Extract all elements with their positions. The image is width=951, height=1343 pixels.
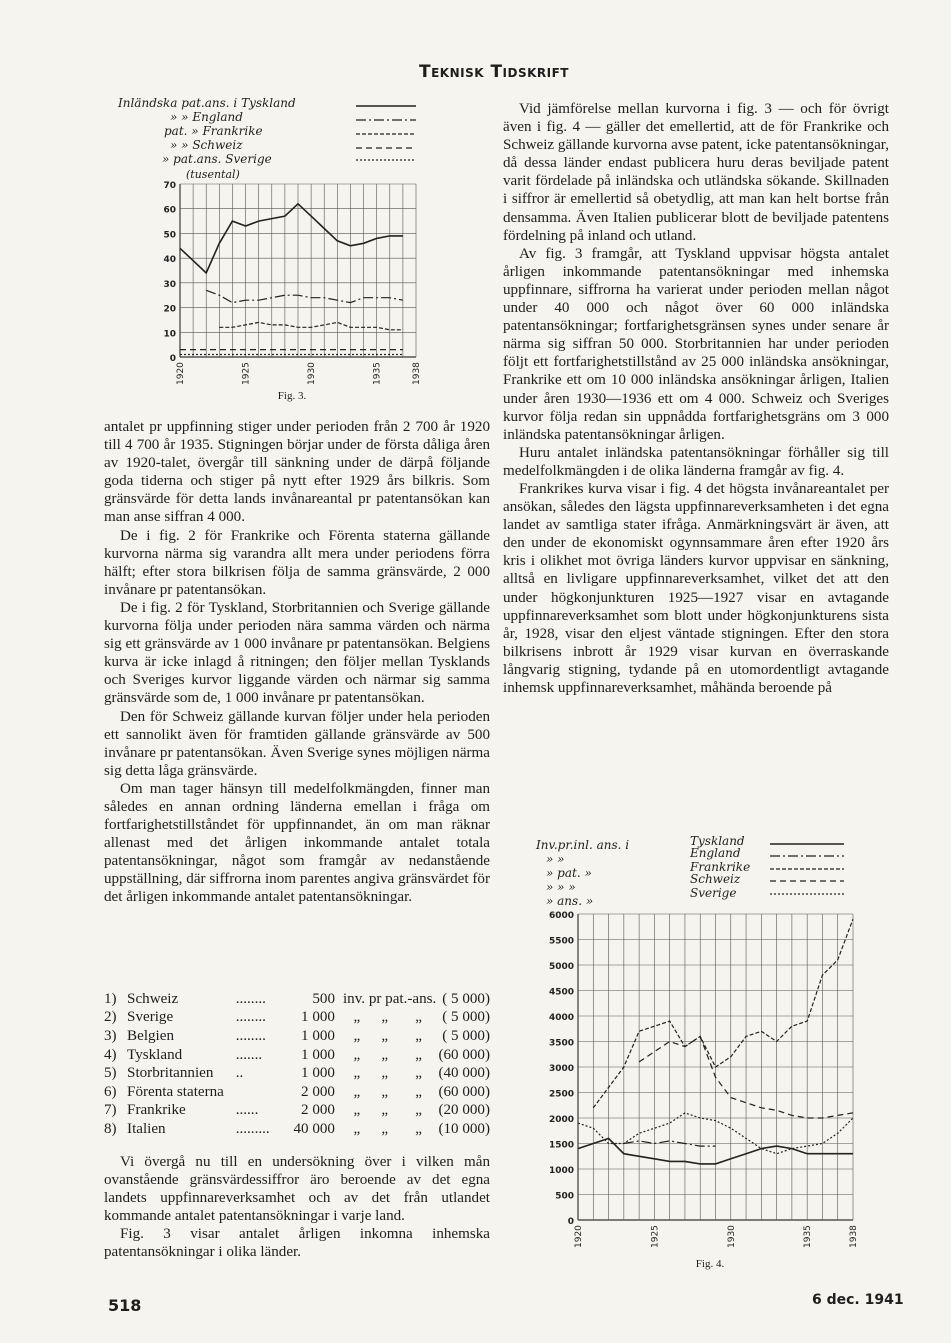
table-cell: Italien <box>127 1120 166 1137</box>
fig3-unit-label: (tusental) <box>186 168 240 181</box>
table-row <box>104 1064 490 1083</box>
table-cell: (20 000) <box>438 1102 490 1119</box>
fig3-legend-line: » pat.ans. Sverige <box>162 152 272 166</box>
figure-4 <box>536 834 866 1274</box>
table-cell: „ <box>381 1046 389 1063</box>
fig3-legend-line: » » England <box>170 110 243 124</box>
table-row <box>104 1120 490 1139</box>
y-tick-label: 70 <box>163 181 176 191</box>
table-cell: ......... <box>235 1120 270 1137</box>
table-cell: „ <box>353 1046 361 1063</box>
table-cell: ( 5 000) <box>442 1027 490 1044</box>
fig4-legend-right: Schweiz <box>690 872 741 886</box>
left-column-bottom <box>104 1153 490 1262</box>
table-cell: (40 000) <box>438 1065 490 1082</box>
fig3-caption: Fig. 3. <box>277 390 307 402</box>
table-row <box>104 1102 490 1121</box>
table-cell: „ <box>353 1120 361 1137</box>
paragraph: Om man tager hänsyn till medelfolkmängden, finner man således en annan ordning länderna emellan i fråga om fortfarighetstillståndet för uppfinnandet, än om man räknar allenast med det årligen inkommande antalet totala patentansökningar, något som framgår av nedanstående uppställning, där siffrorna inom parentes angiva gränsvärdet för det årligen inkommande antalet patentansökningar. <box>104 780 490 906</box>
table-cell: „ <box>381 1120 389 1137</box>
y-tick-label: 60 <box>163 205 176 216</box>
paragraph: Frankrikes kurva visar i fig. 4 det högsta invånareantalet per ansökan, således den lägsta uppfinnareverksamheten i det egna landet av samtliga stater ifråga. Anmärkningsvärt är även, att den under de ekonomiskt ogynnsammare åren efter 1920 års kris i olikhet mot övriga länders kurvor uppvisar en sänkning, alltså en livligare uppfinnareverksamhet, vilket det att den under högkonjunkturen 1925—1927 visar en avtagande uppfinnareverksamhet som blott under högkonjunkturens sista år, 1928, visar den eljest väntade stigningen. Efter den stora bilkrisens inbrott år 1929 visar kurvan en överraskande långvarig stigning, tydande på en utomordentligt avtagande inhemsk uppfinnareverksamhet, måhända beroende på <box>503 480 889 696</box>
table-cell: inv. pr pat.-ans. <box>342 990 437 1007</box>
table-cell: Förenta staterna <box>127 1083 224 1100</box>
x-tick-label: 1938 <box>412 362 422 385</box>
x-tick-label: 1930 <box>307 362 318 385</box>
table-cell: Tyskland <box>127 1046 183 1063</box>
table-cell: „ <box>415 1046 422 1063</box>
table-cell: „ <box>381 1009 389 1026</box>
series-line-frankrike <box>593 919 853 1108</box>
table-cell: „ <box>415 1065 422 1082</box>
y-tick-label: 20 <box>163 304 176 315</box>
y-tick-label: 50 <box>163 230 176 241</box>
table-cell: 7) <box>104 1102 117 1119</box>
table-cell: „ <box>415 1102 422 1119</box>
y-tick-label: 40 <box>163 255 176 266</box>
fig3-legend-keys <box>356 100 420 164</box>
table-cell: „ <box>353 1027 361 1044</box>
x-tick-label: 1935 <box>803 1225 814 1248</box>
table-cell: Schweiz <box>127 990 179 1007</box>
table-cell: 5) <box>104 1065 117 1082</box>
table-row <box>104 1009 490 1028</box>
table-cell: 2) <box>104 1009 117 1026</box>
table-cell: ( 5 000) <box>442 1009 490 1026</box>
fig4-caption: Fig. 4. <box>695 1258 725 1270</box>
series-line-england <box>206 290 403 302</box>
x-tick-label: 1920 <box>176 362 186 385</box>
table-cell: 1 000 <box>301 1027 335 1044</box>
table-cell: „ <box>381 1065 389 1082</box>
page-number: 518 <box>108 1296 142 1315</box>
table-row <box>104 990 490 1009</box>
table-cell: „ <box>415 1027 422 1044</box>
paragraph: Vi övergå nu till en undersökning över i vilken mån ovanstående gränsvärdessiffror äro beroende av det egna landets uppfinnareverksamhet och av det från utlandet kommande antalet patentansökningar i varje land. <box>104 1154 490 1225</box>
y-tick-label: 10 <box>163 329 176 340</box>
left-column <box>104 418 490 907</box>
figure-3 <box>118 96 428 406</box>
table-cell: ........ <box>235 1027 266 1044</box>
table-cell: ....... <box>235 1046 263 1063</box>
fig4-legend-left: » pat. » <box>546 866 592 880</box>
y-tick-label: 6000 <box>548 911 574 921</box>
paragraph: Fig. 3 visar antalet årligen inkomna inhemska patentansökningar i olika länder. <box>104 1226 490 1261</box>
table-cell: Storbritannien <box>127 1065 214 1082</box>
y-tick-label: 1500 <box>548 1140 574 1151</box>
table-cell: ........ <box>235 1009 266 1026</box>
table-row <box>104 1083 490 1102</box>
x-tick-label: 1925 <box>241 362 252 385</box>
y-tick-label: 3000 <box>548 1064 574 1074</box>
fig4-legend-left: Inv.pr.inl. ans. i <box>536 838 630 852</box>
table-cell: 8) <box>104 1120 117 1137</box>
table-cell: 40 000 <box>293 1120 335 1137</box>
table-cell: (60 000) <box>438 1046 490 1063</box>
fig3-legend-line: » » Schweiz <box>170 138 243 152</box>
x-tick-label: 1920 <box>574 1225 584 1248</box>
table-cell: Sverige <box>127 1009 174 1026</box>
fig4-legend-keys <box>768 836 848 900</box>
table-cell: „ <box>353 1009 361 1026</box>
table-cell <box>236 1083 282 1102</box>
fig4-legend-left: » ans. » <box>546 894 594 908</box>
table-cell: 1 000 <box>301 1065 335 1082</box>
y-tick-label: 2000 <box>548 1115 574 1125</box>
issue-date: 6 dec. 1941 <box>812 1292 904 1308</box>
y-tick-label: 2500 <box>548 1089 574 1100</box>
table-cell: „ <box>381 1083 389 1100</box>
y-tick-label: 4000 <box>548 1013 574 1023</box>
table-cell: ( 5 000) <box>442 990 490 1007</box>
table-cell: „ <box>415 1120 422 1137</box>
table-cell: 1 000 <box>301 1046 335 1063</box>
journal-title: Teknisk Tidskrift <box>418 62 569 82</box>
fig3-legend-line: pat. » Frankrike <box>164 124 263 138</box>
x-tick-label: 1938 <box>849 1225 859 1248</box>
table-cell: „ <box>381 1102 389 1119</box>
y-tick-label: 30 <box>163 279 176 290</box>
paragraph: antalet pr uppfinning stiger under perioden från 2 700 år 1920 till 4 700 år 1935. Stigningen börjar under de första dåliga åren av 1920-talet, övergår till sänkning under de därpå följande goda tiderna och stiger på nytt efter 1929 års bilkris. Som gränsvärde för detta lands invånareantal pr patentansökan kan man anse siffran 4 000. <box>104 419 490 526</box>
table-cell: „ <box>353 1083 361 1100</box>
table-cell: (10 000) <box>438 1120 490 1137</box>
fig4-legend-right: England <box>690 846 741 860</box>
table-cell: „ <box>353 1065 361 1082</box>
fig4-legend-right: Sverige <box>690 886 737 900</box>
table-cell: „ <box>415 1009 422 1026</box>
y-tick-label: 5000 <box>548 962 574 972</box>
paragraph: De i fig. 2 för Frankrike och Förenta staterna gällande kurvorna närma sig varandra allt mera under periodens förra hälft; efter stora bilkrisen följa de samma gränsvärde, 2 000 invånare pr patentansökan. <box>104 527 490 598</box>
fig4-legend-left: » » » <box>546 880 576 894</box>
table-cell: 3) <box>104 1027 117 1044</box>
x-tick-label: 1930 <box>726 1225 737 1248</box>
table-cell: Belgien <box>127 1027 174 1044</box>
table-cell: 500 <box>312 990 335 1007</box>
y-tick-label: 3500 <box>548 1038 574 1049</box>
y-tick-label: 0 <box>567 1217 574 1227</box>
fig4-chart <box>536 900 866 1274</box>
table-cell: „ <box>381 1027 389 1044</box>
y-tick-label: 500 <box>555 1191 574 1202</box>
y-tick-label: 1000 <box>548 1166 574 1176</box>
x-tick-label: 1925 <box>650 1225 661 1248</box>
fig3-chart <box>118 176 428 406</box>
paragraph: Den för Schweiz gällande kurvan följer under hela perioden ett sannolikt även för framtiden gällande gränsvärde av 500 invånare pr patentansökan. Även Sverige synes möjligen närma sig detta låga gränsvärde. <box>104 708 490 779</box>
table-cell: „ <box>415 1083 422 1100</box>
table-cell: 4) <box>104 1046 117 1063</box>
table-row <box>104 1027 490 1046</box>
table-cell: 1 000 <box>301 1009 335 1026</box>
table-cell: (60 000) <box>438 1083 490 1100</box>
table-cell: 1) <box>104 990 117 1007</box>
y-tick-label: 4500 <box>548 987 574 998</box>
fig4-legend-right: Tyskland <box>690 834 745 848</box>
paragraph: Av fig. 3 framgår, att Tyskland uppvisar högsta antalet årligen inkommande patentansökningar med inhemska uppfinnare, siffrorna ha varierat under perioden mellan något under 40 000 och något över 60 000 inländska patentansökningar; fortfarighetsgränsen synes under senare år närma sig siffran 50 000. Storbritannien har under perioden följt ett fortfarighetstillstånd av 25 000 inländska ansökningar, Frankrike ett om 10 000 inländska ansökningar årligen, Italien under åren 1930—1936 ett om 4 000. Schweiz och Sveriges kurvor följa redan sin uppnådda fortfarighetsgräns om 3 000 inländska patentansökningar årligen. <box>503 245 889 443</box>
right-column <box>503 100 889 697</box>
fig3-legend-line: Inländska pat.ans. i Tyskland <box>118 96 296 110</box>
series-line-tyskland <box>180 204 403 273</box>
table-cell: ........ <box>235 990 266 1007</box>
fig4-legend-right: Frankrike <box>690 860 751 874</box>
table-cell: ...... <box>235 1102 259 1119</box>
table-cell: 2 000 <box>301 1102 335 1119</box>
table-row <box>104 1046 490 1065</box>
paragraph: De i fig. 2 för Tyskland, Storbritannien och Sverige gällande kurvorna följa under perioden nära samma värden och närma sig ett gränsvärde av 1 000 invånare pr patentansökan. Belgiens kurva är icke inlagd å ritningen; den följer mellan Tysklands och Sveriges kurvor liggande värden och närmar sig samma gränsvärde som de, 1 000 invånare pr patentansökan. <box>104 599 490 707</box>
ratio-table <box>104 990 490 1139</box>
y-tick-label: 0 <box>169 354 176 364</box>
table-cell: .. <box>235 1065 244 1082</box>
table-cell: „ <box>353 1102 361 1119</box>
fig4-legend-left: » » <box>546 852 565 866</box>
table-cell: 2 000 <box>301 1083 335 1100</box>
paragraph: Huru antalet inländska patentansökningar förhåller sig till medelfolkmängden i de olika länderna framgår av fig. 4. <box>503 444 889 479</box>
table-cell: Frankrike <box>127 1102 186 1119</box>
table-cell: 6) <box>104 1083 117 1100</box>
paragraph: Vid jämförelse mellan kurvorna i fig. 3 — och för övrigt även i fig. 4 — gäller det emellertid, att de för Frankrike och Schweiz gällande kurvorna avse patent, icke patentansökningar, då dessa länder endast publicera huru deras beviljade patent varit fördelade på inländska och utländska sökande. Skillnaden i siffror är emellertid så obetydlig, att man kan helt bortse från densamma. Även Italien publicerar blott de beviljade patentens fördelning på inland och utland. <box>503 101 889 244</box>
y-tick-label: 5500 <box>548 936 574 947</box>
x-tick-label: 1935 <box>372 362 383 385</box>
